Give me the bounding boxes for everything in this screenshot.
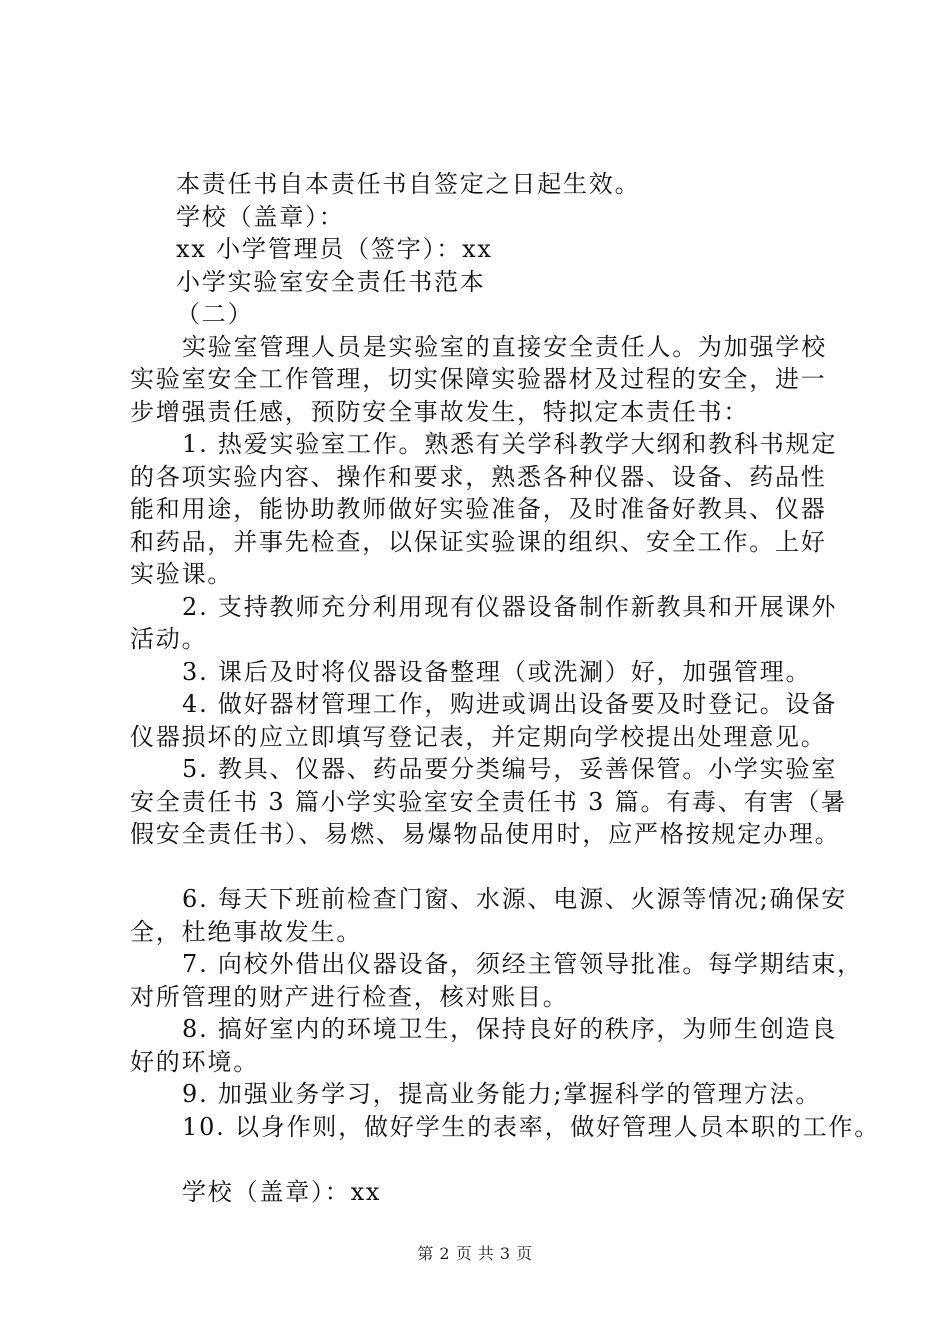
list-item: 8. 搞好室内的环境卫生，保持良好的秩序，为师生创造良 (182, 1015, 838, 1043)
text-line: 能和用途，能协助教师做好实验准备，及时准备好教具、仪器 (130, 495, 827, 523)
text-line: 仪器损坏的应立即填写登记表，并定期向学校提出处理意见。 (130, 722, 827, 751)
text-line: 和药品，并事先检查，以保证实验课的组织、安全工作。上好 (130, 527, 827, 556)
list-item: 10. 以身作则，做好学生的表率，做好管理人员本职的工作。 (182, 1112, 880, 1141)
section-subtitle: （二） (176, 300, 254, 328)
text-line: 实验室管理人员是实验室的直接安全责任人。为加强学校 (182, 332, 827, 361)
text-line: 实验室安全工作管理，切实保障实验器材及过程的安全，进一 (130, 365, 827, 393)
list-item: 5. 教具、仪器、药品要分类编号，妥善保管。小学实验室 (182, 755, 838, 783)
list-item: 2. 支持教师充分利用现有仪器设备制作新教具和开展课外 (182, 592, 838, 621)
text-line: 对所管理的财产进行检查，核对账目。 (130, 982, 569, 1011)
text-line: 假安全责任书）、易燃、易爆物品使用时，应严格按规定办理。 (130, 820, 841, 848)
document-body (130, 168, 880, 1208)
page-number: 第 2 页 共 3 页 (417, 1244, 533, 1263)
text-line: 学校（盖章）： (176, 202, 345, 231)
list-item: 9. 加强业务学习，提高业务能力;掌握科学的管理方法。 (182, 1080, 822, 1108)
text-line: 的各项实验内容、操作和要求，熟悉各种仪器、设备、药品性 (130, 462, 827, 491)
text-line: 好的环境。 (130, 1047, 259, 1076)
text-line: 步增强责任感，预防安全事故发生，特拟定本责任书： (130, 397, 750, 426)
list-item: 4. 做好器材管理工作，购进或调出设备要及时登记。设备 (182, 690, 838, 718)
list-item: 6. 每天下班前检查门窗、水源、电源、火源等情况;确保安 (182, 885, 848, 913)
blank-line (130, 851, 850, 884)
text-line: 本责任书自本责任书自签定之日起生效。 (176, 170, 641, 198)
list-item: 1. 热爱实验室工作。熟悉有关学科教学大纲和教科书规定 (182, 430, 838, 458)
text-line: 实验课。 (130, 560, 234, 588)
text-line: 安全责任书 3 篇小学实验室安全责任书 3 篇。有毒、有害（暑 (130, 787, 847, 816)
section-title: 小学实验室安全责任书范本 (176, 267, 486, 296)
list-item: 3. 课后及时将仪器设备整理（或洗涮）好，加强管理。 (182, 657, 812, 686)
text-line: 活动。 (130, 625, 208, 653)
list-item: 7. 向校外借出仪器设备，须经主管领导批准。每学期结束， (182, 950, 863, 978)
text-line: 全，杜绝事故发生。 (130, 917, 363, 946)
signature-line: 学校（盖章）：xx (182, 1177, 382, 1206)
page-footer (0, 1241, 950, 1264)
blank-line (130, 1143, 850, 1176)
text-line: xx 小学管理员（签字）：xx (176, 235, 493, 263)
